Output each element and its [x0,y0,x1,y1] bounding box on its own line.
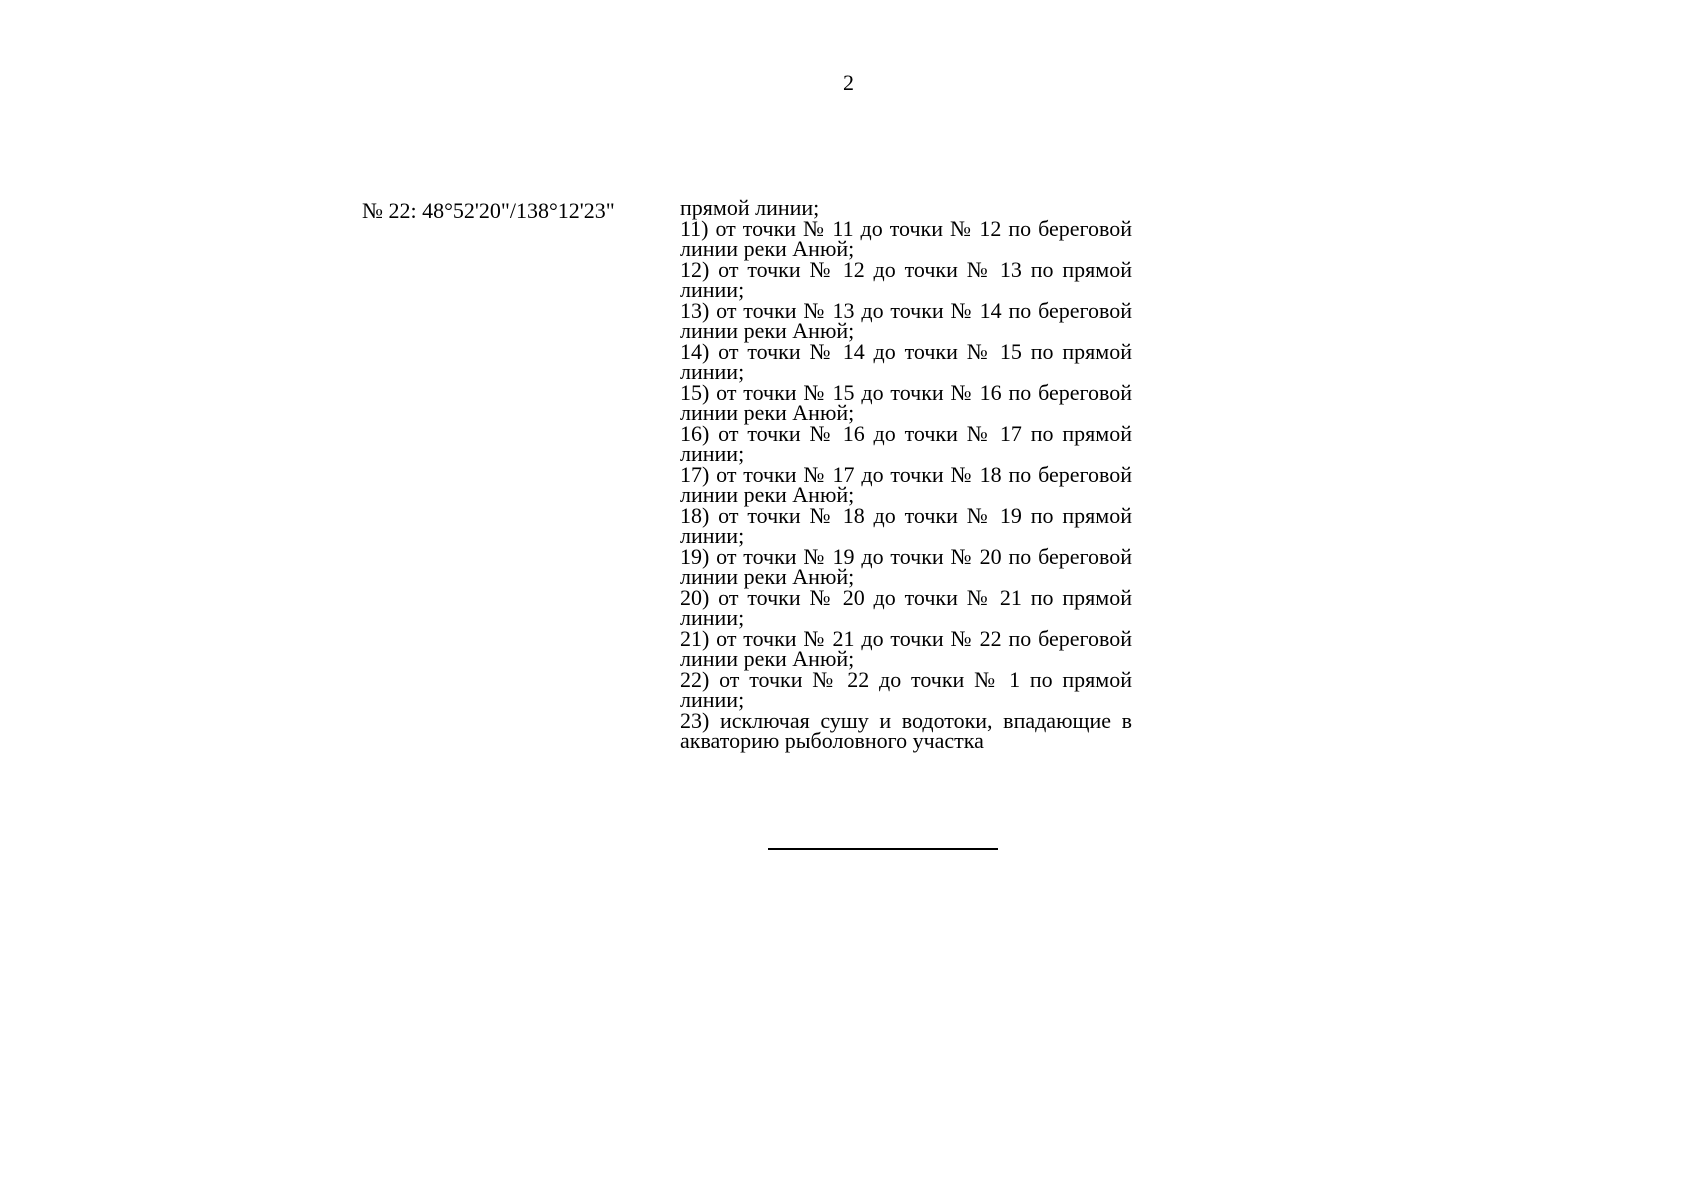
coordinate-entry: № 22: 48°52'20"/138°12'23" [362,198,615,223]
segment-item: 14) от точки № 14 до точки № 15 по прямой линии; [680,338,1132,384]
segment-item: 21) от точки № 21 до точки № 22 по береговой линии реки Анюй; [680,625,1132,671]
segment-item: 20) от точки № 20 до точки № 21 по прямой линии; [680,584,1132,630]
segment-item: 13) от точки № 13 до точки № 14 по береговой линии реки Анюй; [680,297,1132,343]
segment-item: 12) от точки № 12 до точки № 13 по прямой линии; [680,256,1132,302]
segment-item: 22) от точки № 22 до точки № 1 по прямой линии; [680,666,1132,712]
segment-item: 16) от точки № 16 до точки № 17 по прямой линии; [680,420,1132,466]
boundary-segments-list [680,195,1132,753]
segment-item: 19) от точки № 19 до точки № 20 по береговой линии реки Анюй; [680,543,1132,589]
page-number: 2 [843,70,854,95]
segment-item: 18) от точки № 18 до точки № 19 по прямой линии; [680,502,1132,548]
segment-item: 15) от точки № 15 до точки № 16 по береговой линии реки Анюй; [680,379,1132,425]
end-of-document-rule [768,848,998,850]
segment-item: 23) исключая сушу и водотоки, впадающие в акваторию рыболовного участка [680,707,1132,753]
segment-item: 11) от точки № 11 до точки № 12 по береговой линии реки Анюй; [680,215,1132,261]
segment-item: прямой линии; [680,195,820,220]
segment-item: 17) от точки № 17 до точки № 18 по береговой линии реки Анюй; [680,461,1132,507]
